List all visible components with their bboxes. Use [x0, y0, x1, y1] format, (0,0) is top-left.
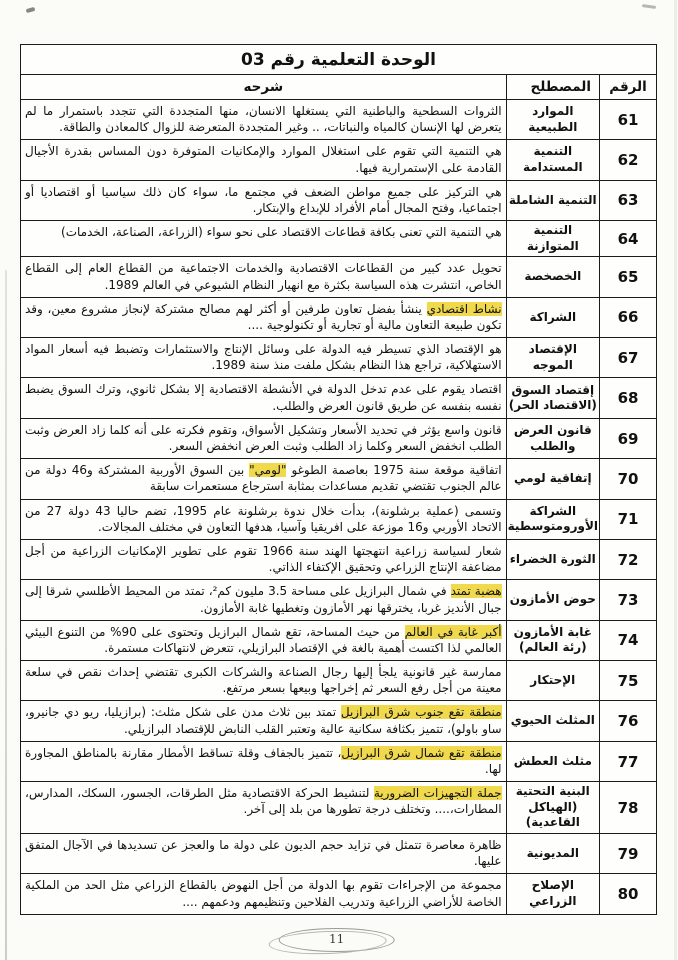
term-cell: الشراكة الأورومتوسطية	[506, 499, 599, 539]
row-number: 67	[600, 338, 657, 378]
table-row	[21, 338, 657, 378]
explanation-text: اتفاقية موقعة سنة 1975 بعاصمة الطوغو	[286, 463, 502, 478]
scan-artifact	[642, 4, 656, 9]
document-frame	[20, 44, 657, 915]
row-number: 68	[600, 378, 657, 418]
term-cell: الخصخصة	[506, 257, 599, 297]
term-cell: إتفاقية لومي	[506, 459, 599, 499]
term-cell: المثلث الحيوي	[506, 701, 599, 741]
term-cell: الإصلاح الزراعي	[506, 874, 599, 914]
explanation-cell	[21, 620, 507, 660]
row-number: 73	[600, 580, 657, 620]
explanation-text: بين السوق الأوربية المشتركة و46 دولة من عالم الجنوب تقتضي تقديم مساعدات بمثابة استرجاع مستعمرات سابقة	[25, 463, 502, 494]
explanation-text: قانون واسع يؤثر في تحديد الأسعار وتشكيل الأسواق، وتقوم فكرته على أنه كلما زاد العرض وثبت الطلب انخفض السعر وكلما زاد الطلب وثبت العرض انخفض السعر.	[25, 422, 502, 453]
row-number: 80	[600, 874, 657, 914]
scan-edge-shadow-left	[5, 270, 7, 960]
term-cell: التنمية المتوازنة	[506, 221, 599, 257]
row-number: 78	[600, 782, 657, 834]
explanation-text: ممارسة غير قانونية يلجأ إليها رجال الصناعة والشركات الكبرى تقتضي إحداث نقص في سلعة معينة من أجل رفع السعر ثم إخراجها وبيعها بسعر مرتفع.	[25, 665, 502, 696]
explanation-cell	[21, 741, 507, 781]
title-row	[21, 45, 657, 75]
table-row	[21, 221, 657, 257]
term-cell: إقتصاد السوق (الاقتصاد الحر)	[506, 378, 599, 418]
explanation-cell	[21, 378, 507, 418]
term-cell: غابة الأمازون (رئة العالم)	[506, 620, 599, 660]
row-number: 76	[600, 701, 657, 741]
table-row	[21, 499, 657, 539]
table-row	[21, 180, 657, 220]
highlighted-text: نشاط اقتصادي	[426, 301, 502, 316]
explanation-cell	[21, 833, 507, 873]
row-number: 71	[600, 499, 657, 539]
table-row	[21, 782, 657, 834]
explanation-text: تمتد بين ثلاث مدن على شكل مثلث: (برازيليا، ريو دي جانيرو، ساو باولو)، تتميز بكثافة سكانية عالية وتعتبر القلب النابض للإقتصاد البرازيلي.	[25, 705, 502, 736]
row-number: 74	[600, 620, 657, 660]
highlighted-text: جملة التجهيزات الضرورية	[373, 786, 502, 801]
explanation-cell	[21, 499, 507, 539]
explanation-text: لتنشيط الحركة الاقتصادية مثل الطرقات، الجسور، السكك، المدارس، المطارات،.... وتختلف درجة تطورها من بلد إلى آخر.	[25, 786, 502, 817]
term-cell: المديونية	[506, 833, 599, 873]
term-cell: مثلث العطش	[506, 741, 599, 781]
table-row	[21, 257, 657, 297]
row-number: 69	[600, 418, 657, 458]
explanation-text: تحويل عدد كبير من القطاعات الاقتصادية والخدمات الاجتماعية من القطاع العام إلى القطاع الخاص، انتشرت هذه السياسة بكثرة مع انهيار النظام الشيوعي في العالم 1989.	[25, 261, 502, 292]
term-cell: الشراكة	[506, 297, 599, 337]
row-number: 62	[600, 140, 657, 180]
row-number: 72	[600, 539, 657, 579]
row-number: 75	[600, 661, 657, 701]
table-row	[21, 378, 657, 418]
explanation-cell	[21, 140, 507, 180]
explanation-text: شعار لسياسة زراعية انتهجتها الهند سنة 1966 تقوم على تطوير الإمكانيات الزراعية من أجل مضاعفة الإنتاج الزراعي وتحقيق الإكتفاء الذاتي.	[25, 543, 502, 575]
table-row	[21, 418, 657, 458]
explanation-text: في شمال البرازيل على مساحة 3.5 مليون كم²، تمتد من المحيط الأطلسي شرقا إلى جبال الأنديز غربا، يخترقها نهر الأمازون وتغطيها غابة الأمازون.	[25, 584, 502, 615]
scan-edge-shadow-right	[674, 0, 677, 960]
term-cell: التنمية المستدامة	[506, 140, 599, 180]
page-number-container	[279, 928, 395, 952]
explanation-text: هي التنمية التي تقوم على استغلال الموارد والإمكانيات المتوفرة دون المساس بقدرة الأجيال القادمة على الإستمرارية فيها.	[25, 144, 502, 175]
explanation-cell	[21, 459, 507, 499]
row-number: 63	[600, 180, 657, 220]
explanation-text: ظاهرة معاصرة تتمثل في تزايد حجم الديون على دولة ما والعجز عن تسديدها في الآجال المتفق عليها.	[25, 837, 502, 869]
term-cell: قانون العرض والطلب	[506, 418, 599, 458]
header-row	[21, 75, 657, 100]
highlighted-text: منطقة تقع جنوب شرق البرازيل	[340, 705, 502, 720]
explanation-text: من حيث المساحة، تقع شمال البرازيل وتحتوى على 90% من التنوع البيئي العالمي لذا اكتست أهمية بالغة في الإقتصاد البرازيلي، تتعرض لانتهاكات مستمرة.	[25, 624, 502, 655]
explanation-cell	[21, 782, 507, 834]
header-number: الرقم	[600, 75, 657, 100]
term-cell: البنية التحتية (الهياكل القاعدية)	[506, 782, 599, 834]
explanation-cell	[21, 874, 507, 914]
explanation-text: وتسمى (عملية برشلونة)، بدأت خلال ندوة برشلونة عام 1995، تضم حاليا 43 دولة 27 من الاتحاد الأوربي و16 موزعة على افريقيا وآسيا، هدفها التعاون في مختلف المجالات.	[25, 503, 502, 534]
header-explanation: شرحه	[21, 75, 507, 100]
table-row	[21, 620, 657, 660]
term-cell: الثورة الخضراء	[506, 539, 599, 579]
term-cell: الإحتكار	[506, 661, 599, 701]
highlighted-text: هضبة تمتد	[450, 584, 502, 599]
table-row	[21, 297, 657, 337]
unit-title: الوحدة التعلمية رقم 03	[21, 45, 657, 75]
table-row	[21, 833, 657, 873]
explanation-cell	[21, 297, 507, 337]
term-cell: الإقتصاد الموجه	[506, 338, 599, 378]
table-row	[21, 580, 657, 620]
table-row	[21, 539, 657, 579]
row-number: 65	[600, 257, 657, 297]
term-cell: حوض الأمازون	[506, 580, 599, 620]
term-cell: التنمية الشاملة	[506, 180, 599, 220]
explanation-text: ، تتميز بالجفاف وقلة تساقط الأمطار مقارنة بالمناطق المجاورة لها.	[25, 745, 502, 776]
explanation-text: هو الإقتصاد الذي تسيطر فيه الدولة على وسائل الإنتاج والاستثمارات وتضبط فيه أسعار المواد الاستهلاكية، تراجع هذا النظام بشكل ملفت منذ سنة 1989.	[25, 342, 502, 373]
explanation-cell	[21, 701, 507, 741]
explanation-text: ينشأ بفضل تعاون طرفين أو أكثر لهم مصالح مشتركة لإنجاز مشروع معين، وقد تكون طبيعة التعاون مالية أو تجارية أو تكنولوجية ....	[25, 301, 502, 332]
explanation-text: الثروات السطحية والباطنية التي يستغلها الانسان، منها المتجددة التي تتجدد باستمرار ما لم يتعرض لها الإنسان كالمياه والنباتات، .. وغير المتجددة المتعرضة للزوال كالمعادن والطاقة.	[25, 104, 502, 135]
row-number: 77	[600, 741, 657, 781]
explanation-cell	[21, 257, 507, 297]
explanation-text: هي التركيز على جميع مواطن الضعف في مجتمع ما، سواء كان ذلك سياسيا أو اقتصاديا أو اجتماعيا، وفتح المجال أمام الأفراد للإبداع والإبتكار.	[25, 184, 502, 215]
explanation-text: اقتصاد يقوم على عدم تدخل الدولة في الأنشطة الاقتصادية إلا بشكل ثانوي، وترك السوق يضبط نفسه بنفسه عن طريق قانون العرض والطلب.	[25, 382, 502, 413]
highlighted-text: "لومي"	[249, 463, 287, 478]
term-cell: الموارد الطبيعية	[506, 100, 599, 140]
page-number: 11	[329, 932, 345, 946]
table-row	[21, 701, 657, 741]
table-row	[21, 741, 657, 781]
terms-table-body	[21, 100, 657, 915]
explanation-cell	[21, 180, 507, 220]
explanation-cell	[21, 221, 507, 257]
explanation-cell	[21, 100, 507, 140]
explanation-text: هي التنمية التي تعنى بكافة قطاعات الاقتصاد على نحو سواء (الزراعة، الصناعة، الخدمات)	[61, 225, 502, 240]
row-number: 64	[600, 221, 657, 257]
highlighted-text: منطقة تقع شمال شرق البرازيل	[341, 745, 502, 760]
highlighted-text: أكبر غابة في العالم	[404, 624, 502, 639]
terms-table	[20, 44, 657, 915]
table-row	[21, 140, 657, 180]
row-number: 66	[600, 297, 657, 337]
header-term: المصطلح	[506, 75, 599, 100]
row-number: 61	[600, 100, 657, 140]
table-row	[21, 100, 657, 140]
table-row	[21, 459, 657, 499]
explanation-cell	[21, 338, 507, 378]
row-number: 70	[600, 459, 657, 499]
explanation-cell	[21, 539, 507, 579]
explanation-text: مجموعة من الإجراءات تقوم بها الدولة من أجل النهوض بالقطاع الزراعي مثل الحد من الملكية الخاصة للأراضي الزراعية وتدريب الفلاحين وتنظيمهم ودعمهم ....	[25, 878, 502, 909]
table-row	[21, 874, 657, 914]
scan-artifact	[26, 7, 36, 13]
explanation-cell	[21, 418, 507, 458]
table-row	[21, 661, 657, 701]
row-number: 79	[600, 833, 657, 873]
explanation-cell	[21, 580, 507, 620]
explanation-cell	[21, 661, 507, 701]
